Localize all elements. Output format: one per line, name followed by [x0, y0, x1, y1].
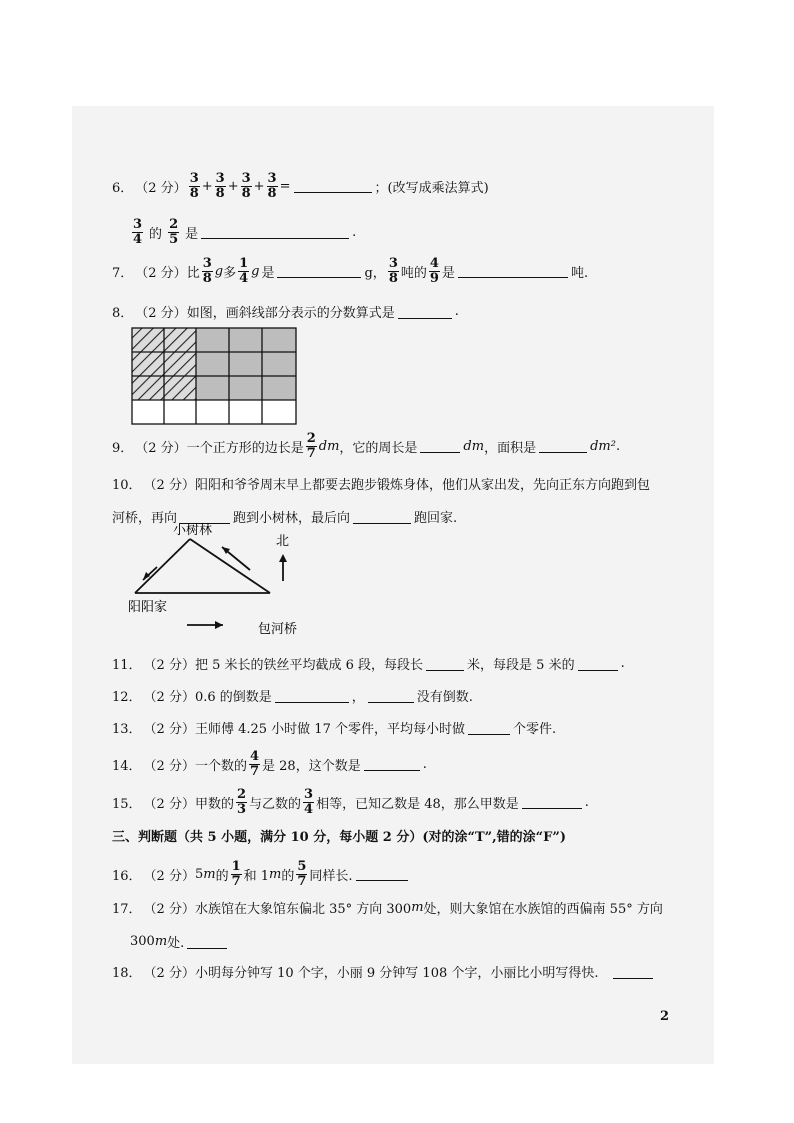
page-number: 2 — [660, 1009, 670, 1024]
question-11: 11． （2 分） 把 5 米长的铁丝平均截成 6 段，每段长 米，每段是 5 米的 . — [112, 656, 625, 673]
question-16: 16． （2 分） 5 m 的 $\frac{1}{7}$ 和 1 m 的 $\frac{5}{7}$ 同样长. — [112, 860, 411, 888]
fraction: $\frac{3}{8}$ — [202, 256, 212, 286]
answer-blank[interactable] — [180, 510, 230, 524]
answer-blank[interactable] — [275, 689, 349, 703]
answer-blank[interactable] — [398, 305, 452, 319]
score: （2 分） — [143, 478, 195, 493]
score: （2 分） — [143, 902, 195, 917]
score: （2 分） — [143, 758, 195, 774]
answer-blank[interactable] — [522, 795, 582, 809]
question-number: 13． — [112, 722, 142, 737]
question-number: 18． — [112, 966, 142, 981]
fraction: $\frac{3}{4}$ — [304, 787, 314, 817]
question-13: 13． （2 分） 王师傅 4.25 小时做 17 个零件，平均每小时做 个零件. — [112, 718, 556, 737]
question-number: 8． — [112, 306, 134, 321]
fraction: $\frac{4}{7}$ — [249, 749, 260, 779]
fraction: $\frac{3}{8}$ — [388, 256, 398, 286]
fraction: $\frac{4}{9}$ — [429, 256, 439, 286]
instruction-note: ；(改写成乘法算式) — [374, 180, 489, 196]
question-14: 14． （2 分） 一个数的 $\frac{4}{7}$ 是 28，这个数是 . — [112, 749, 427, 779]
question-12: 12． （2 分） 0.6 的倒数是 ， 没有倒数. — [112, 686, 473, 705]
answer-blank[interactable] — [578, 657, 618, 671]
score: （2 分） — [143, 966, 195, 981]
answer-blank[interactable] — [420, 439, 460, 453]
hatched-grid — [131, 327, 297, 425]
label-forest: 小树林 — [173, 523, 213, 538]
question-number: 10． — [112, 478, 142, 493]
answer-blank[interactable] — [368, 689, 414, 703]
fraction: $\frac{5}{7}$ — [297, 859, 307, 889]
question-17-line-2: 300 m 处. — [130, 932, 230, 951]
score: （2 分） — [135, 180, 187, 196]
question-6-line-2: $\frac{3}{4}$ 的 $\frac{2}{5}$ 是 . — [133, 217, 357, 247]
answer-blank[interactable] — [364, 757, 420, 771]
fraction: $\frac{2}{5}$ — [169, 217, 179, 247]
question-number: 15． — [112, 796, 142, 812]
score: （2 分） — [143, 690, 195, 705]
label-bridge: 包河桥 — [258, 622, 298, 637]
answer-blank[interactable] — [277, 264, 361, 278]
fraction: $\frac{3}{8}$ — [241, 171, 251, 201]
route-triangle — [125, 525, 345, 645]
fraction-grid-figure — [131, 327, 297, 429]
score: （2 分） — [143, 868, 195, 884]
answer-blank[interactable] — [356, 867, 408, 881]
fraction: $\frac{2}{7}$ — [306, 431, 316, 461]
label-north: 北 — [276, 534, 290, 549]
label-home: 阳阳家 — [128, 600, 168, 615]
question-number: 11． — [112, 658, 142, 673]
section-3-heading: 三、判断题（共 5 小题，满分 10 分，每小题 2 分）(对的涂“T”,错的涂“F”) — [112, 830, 566, 845]
fraction: $\frac{3}{4}$ — [133, 217, 143, 247]
score: （2 分） — [143, 722, 195, 737]
question-number: 17． — [112, 902, 142, 917]
question-9: 9． （2 分） 一个正方形的边长是 $\frac{2}{7}$ dm ，它的周长是 dm ，面积是 dm² . — [112, 431, 621, 461]
score: （2 分） — [135, 440, 187, 456]
answer-blank[interactable] — [187, 935, 227, 949]
question-number: 12． — [112, 690, 142, 705]
fraction: $\frac{1}{7}$ — [231, 859, 241, 889]
question-number: 14． — [112, 758, 142, 774]
question-8: 8． （2 分） 如图，画斜线部分表示的分数算式是 . — [112, 304, 459, 321]
question-7: 7． （2 分） 比 $\frac{3}{8}$ g 多 $\frac{1}{4}$ g 是 g， $\frac{3}{8}$ 吨的 $\frac{4}{9}$ 是 吨. — [112, 256, 589, 286]
answer-blank[interactable] — [613, 965, 653, 979]
fraction: $\frac{3}{8}$ — [189, 171, 199, 201]
answer-blank[interactable] — [468, 721, 510, 735]
question-10: 10． （2 分） 阳阳和爷爷周末早上都要去跑步锻炼身体，他们从家出发，先向正东方向跑到包 — [112, 474, 650, 493]
score: （2 分） — [143, 658, 195, 673]
question-10-line-2: 河桥，再向 跑到小树林，最后向 跑回家. — [112, 511, 458, 526]
answer-blank[interactable] — [539, 439, 587, 453]
question-17: 17． （2 分） 水族馆在大象馆东偏北 35° 方向 300 m 处，则大象馆在水族馆的西偏南 55° 方向 — [112, 900, 663, 917]
question-number: 9． — [112, 440, 134, 456]
question-6: 6． （2 分） $\frac{3}{8}$ + $\frac{3}{8}$ + $\frac{3}{8}$ + $\frac{3}{8}$ = ；(改写成乘法算式) — [112, 171, 489, 201]
route-diagram — [125, 525, 345, 649]
answer-blank[interactable] — [294, 179, 372, 193]
fraction: $\frac{1}{4}$ — [239, 256, 249, 286]
question-15: 15． （2 分） 甲数的 $\frac{2}{3}$ 与乙数的 $\frac{3}{4}$ 相等，已知乙数是 48，那么甲数是 . — [112, 787, 589, 817]
answer-blank[interactable] — [353, 510, 411, 524]
answer-blank[interactable] — [458, 264, 568, 278]
fraction: $\frac{3}{8}$ — [267, 171, 277, 201]
fraction: $\frac{2}{3}$ — [236, 787, 247, 817]
score: （2 分） — [135, 306, 187, 321]
question-number: 16． — [112, 868, 142, 884]
question-number: 6． — [112, 180, 134, 196]
question-18: 18． （2 分） 小明每分钟写 10 个字，小丽 9 分钟写 108 个字，小丽比小明写得快. — [112, 962, 656, 981]
answer-blank[interactable] — [426, 657, 464, 671]
fraction: $\frac{3}{8}$ — [215, 171, 225, 201]
question-number: 7． — [112, 265, 134, 281]
answer-blank[interactable] — [201, 225, 349, 239]
score: （2 分） — [135, 265, 187, 281]
score: （2 分） — [143, 796, 195, 812]
